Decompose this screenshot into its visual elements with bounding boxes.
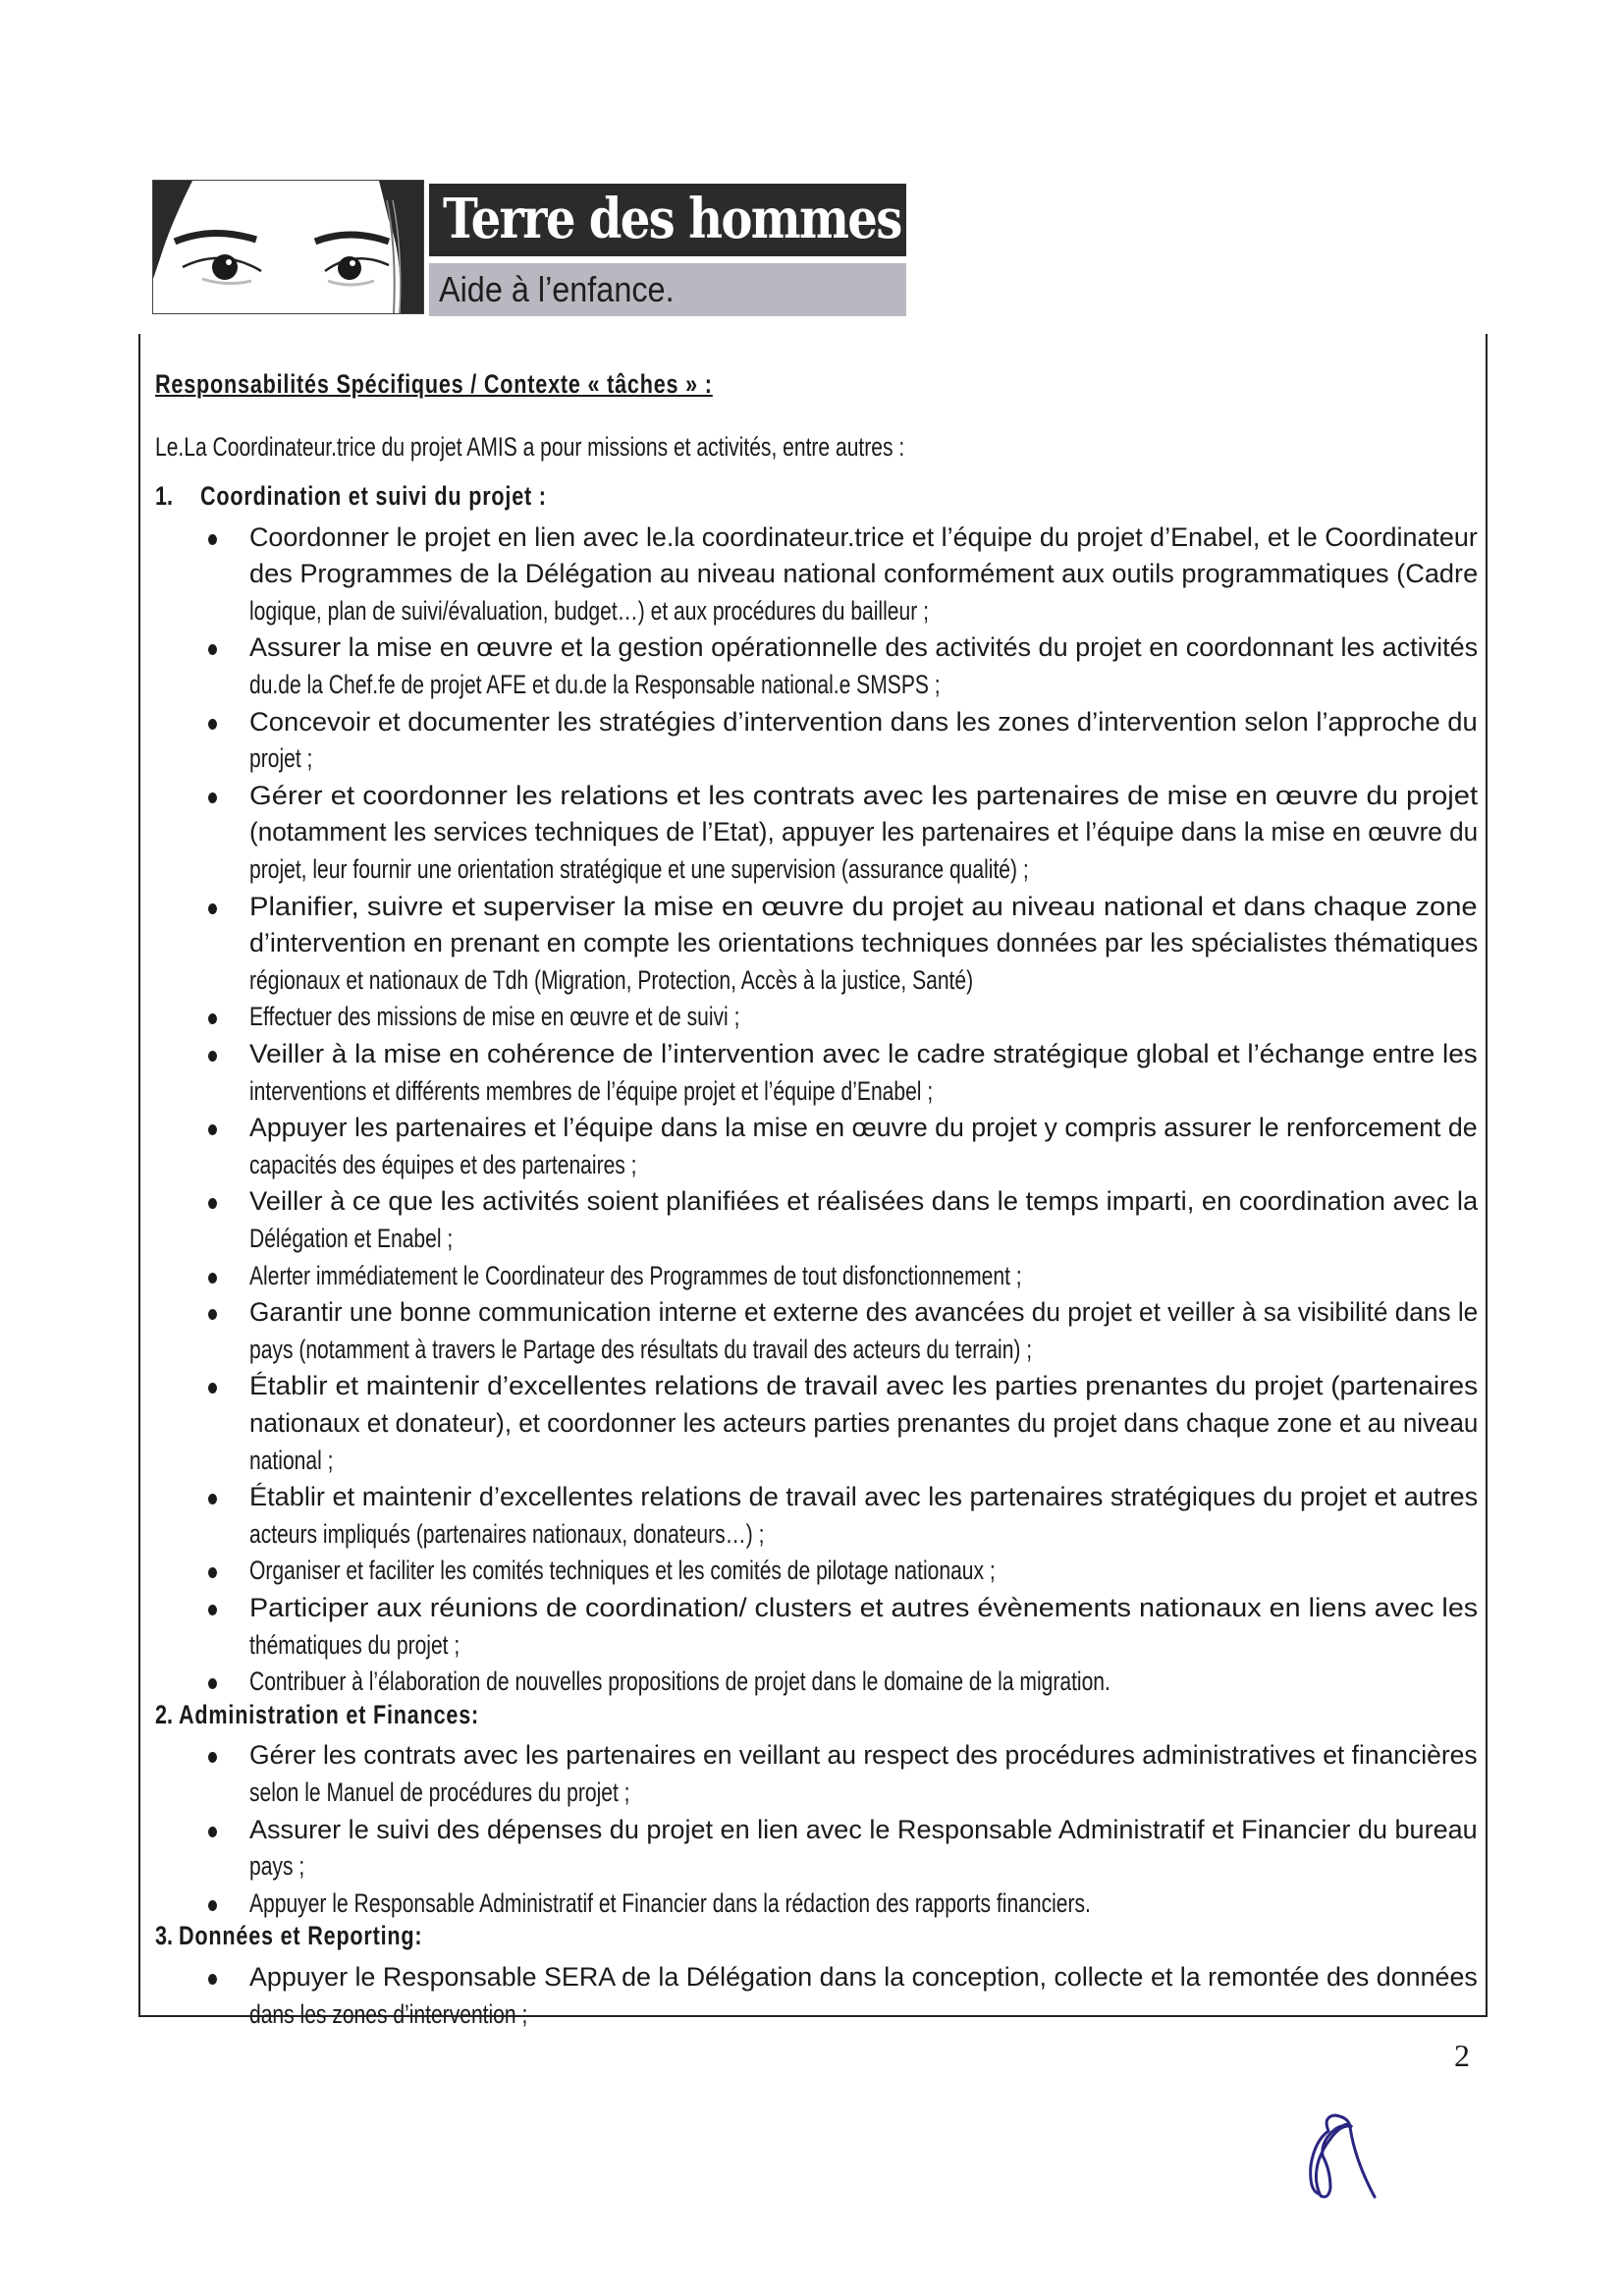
list-item-line: Gérer les contrats avec les partenaires en veillant au respect des procédures administratives et financières <box>249 1740 1478 1771</box>
list-item-line: Planifier, suivre et superviser la mise en œuvre du projet au niveau national et dans chaque zone <box>249 891 1478 921</box>
list-item-line: thématiques du projet ; <box>249 1629 460 1660</box>
list-item-line: Effectuer des missions de mise en œuvre et de suivi ; <box>249 1002 740 1032</box>
section-heading: Coordination et suivi du projet : <box>200 481 547 511</box>
bullet-icon <box>208 1974 217 1985</box>
section-heading-number: 1. <box>155 481 174 511</box>
list-item-line: Gérer et coordonner les relations et les contrats avec les partenaires de mise en œuvre du projet <box>249 780 1479 810</box>
list-item-line: selon le Manuel de procédures du projet ; <box>249 1777 630 1807</box>
signature-icon <box>1301 2111 1389 2210</box>
tagline-banner <box>429 263 906 316</box>
list-item-line: Délégation et Enabel ; <box>249 1224 454 1253</box>
tagline: Aide à l’enfance. <box>439 269 675 309</box>
list-item-line: Assurer le suivi des dépenses du projet en lien avec le Responsable Administratif et Financier du bureau <box>249 1814 1478 1844</box>
bullet-icon <box>208 903 217 914</box>
list-item-line: acteurs impliqués (partenaires nationaux, donateurs…) ; <box>249 1518 765 1549</box>
list-item-line: Appuyer le Responsable SERA de la Délégation dans la conception, collecte et la remontée des données <box>249 1962 1478 1992</box>
signature <box>1301 2111 1389 2210</box>
child-eyes-photo-icon <box>153 181 423 313</box>
list-item-line: Participer aux réunions de coordination/ clusters et autres évènements nationaux en liens avec les <box>249 1593 1479 1622</box>
list-item-line: logique, plan de suivi/évaluation, budget…) et aux procédures du bailleur ; <box>249 595 929 626</box>
bullet-icon <box>208 1273 217 1284</box>
intro-text: Le.La Coordinateur.trice du projet AMIS a pour missions et activités, entre autres : <box>155 432 905 462</box>
list-item-line: pays ; <box>249 1851 305 1882</box>
list-item-line: Contribuer à l’élaboration de nouvelles propositions de projet dans le domaine de la migration. <box>249 1667 1110 1697</box>
list-item-line: Établir et maintenir d’excellentes relations de travail avec les partenaires stratégiques du projet et autres <box>249 1482 1479 1512</box>
list-item-line: du.de la Chef.fe de projet AFE et du.de la Responsable national.e SMSPS ; <box>249 670 941 699</box>
list-item-line: Veiller à la mise en cohérence de l’intervention avec le cadre stratégique global et l’échange entre les <box>249 1039 1478 1068</box>
bullet-icon <box>208 719 217 730</box>
page-number: 2 <box>1454 2038 1470 2073</box>
list-item-line: Appuyer les partenaires et l’équipe dans la mise en œuvre du projet y compris assurer le renforcement de <box>249 1113 1478 1143</box>
list-item-line: interventions et différents membres de l’équipe projet et l’équipe d’Enabel ; <box>249 1075 934 1106</box>
bullet-icon <box>208 534 217 545</box>
section-heading: Administration et Finances: <box>179 1699 480 1729</box>
list-item-line: Appuyer le Responsable Administratif et Financier dans la rédaction des rapports financiers. <box>249 1887 1091 1918</box>
section-title: Responsabilités Spécifiques / Contexte « tâches » : <box>155 369 713 399</box>
list-item-line: Veiller à ce que les activités soient planifiées et réalisées dans le temps imparti, en coordination avec la <box>249 1186 1479 1217</box>
list-item-line: pays (notamment à travers le Partage des résultats du travail des acteurs du terrain) ; <box>249 1334 1033 1364</box>
list-item-line: Coordonner le projet en lien avec le.la coordinateur.trice et l’équipe du projet d’Enabel, et le Coordinateur <box>249 521 1478 552</box>
section-heading-number: 2. <box>155 1699 174 1729</box>
list-item-line: Établir et maintenir d’excellentes relations de travail avec les parties prenantes du projet (partenaires <box>249 1371 1479 1401</box>
list-item-line: national ; <box>249 1445 334 1475</box>
section-heading-number: 3. <box>155 1921 174 1951</box>
list-item-line: projet ; <box>249 743 313 774</box>
logo-photo <box>152 180 424 314</box>
list-item-line: Assurer la mise en œuvre et la gestion opérationnelle des activités du projet en coordonnant les activités <box>249 632 1479 663</box>
list-item-line: Concevoir et documenter les stratégies d’intervention dans les zones d’intervention selon l’approche du <box>249 706 1478 737</box>
list-item-line: capacités des équipes et des partenaires ; <box>249 1149 637 1179</box>
list-item-line: Garantir une bonne communication interne et externe des avancées du projet et veiller à sa visibilité dans le <box>249 1297 1479 1328</box>
list-item-line: dans les zones d’intervention ; <box>249 1998 528 2029</box>
bullet-icon <box>208 1900 217 1911</box>
bullet-icon <box>208 1827 217 1837</box>
bullet-icon <box>208 793 217 803</box>
bullet-icon <box>208 1605 217 1615</box>
list-item-line: d’intervention en prenant en compte les orientations techniques données par les spécialistes thématiques <box>249 928 1479 958</box>
list-item-line: projet, leur fournir une orientation stratégique et une supervision (assurance qualité) ; <box>249 854 1029 884</box>
section-heading: Données et Reporting: <box>179 1921 423 1951</box>
organization-name-banner <box>429 184 906 256</box>
bullet-icon <box>208 1051 217 1062</box>
list-item-line: Organiser et faciliter les comités techniques et les comités de pilotage nationaux ; <box>249 1556 996 1586</box>
list-item-line: régionaux et nationaux de Tdh (Migration, Protection, Accès à la justice, Santé) <box>249 964 974 995</box>
list-item-line: des Programmes de la Délégation au niveau national conformément aux outils programmatiques (Cadre <box>249 559 1479 589</box>
list-item-line: nationaux et donateur), et coordonner les acteurs parties prenantes du projet dans chaque zone et au niveau <box>249 1408 1479 1438</box>
organization-name: Terre des hommes <box>443 187 901 251</box>
list-item-line: Alerter immédiatement le Coordinateur des Programmes de tout disfonctionnement ; <box>249 1260 1022 1290</box>
list-item-line: (notamment les services techniques de l’Etat), appuyer les partenaires et l’équipe dans la mise en œuvre du <box>249 817 1479 847</box>
